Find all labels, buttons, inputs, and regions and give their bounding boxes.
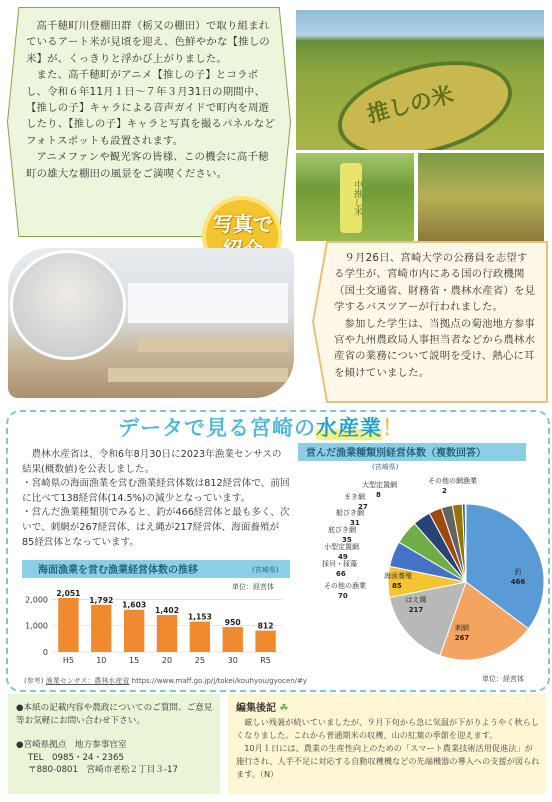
pie-slice-value: 49 [338, 553, 348, 561]
terrace-photo [418, 153, 544, 241]
pie-slice-value: 466 [510, 578, 526, 586]
pie-label [362, 480, 397, 499]
rice-art-photo [296, 10, 544, 150]
bar-value-label: 1,603 [122, 600, 147, 610]
pie-slice-value: 35 [342, 536, 352, 544]
pie-slice-value: 70 [338, 592, 348, 600]
bar [124, 610, 144, 652]
pie-label [328, 525, 356, 544]
visit-text [334, 250, 538, 381]
visit-paragraph-2: 参加した学生は、当拠点の菊池地方参事官や九州農政局人事担当者などから農林水産省の業務について説明を受け、熱心に耳を傾けていました。 [334, 317, 536, 379]
bar-value-label: 812 [257, 621, 274, 631]
y-tick-label: 2,000 [25, 595, 48, 605]
pie-slice-name: 大型定置網 [362, 481, 397, 489]
pie-slice-name: その他の漁業 [324, 582, 366, 590]
contact-note: ●本紙の記載内容や農政についてのご質問、ご意見等お気軽にお問い合わせ下さい。 [16, 703, 213, 726]
pie-slice-value: 27 [358, 503, 368, 511]
pie-chart-note: (宮崎県) [372, 463, 399, 471]
data-paragraph-2: ・宮崎県の海面漁業を営む漁業経営体数は812経営体で、前回に比べて138経営体(14.5%)の減少となっています。 [22, 478, 290, 504]
data-paragraph-1: 農林水産省は、令和6年8月30日に2023年漁業センサスの結果(概数値)を公表しました。 [22, 449, 282, 475]
bar-value-label: 2,051 [56, 590, 81, 598]
pie-label [324, 581, 366, 600]
bar-value-label: 950 [224, 617, 241, 627]
reference-label: (参考) [24, 677, 44, 685]
contact-tel: TEL 0985・24・2365 [28, 752, 124, 763]
afterword-paragraph-2: 10月１日には、農業の生産性向上のための「スマート農業技術活用促進法」が施行され、人手不足に対応する自動収穫機などの先端機器の導入への支援が図られます。（N） [236, 743, 540, 779]
x-tick-label: R5 [260, 656, 271, 665]
reference-source: 漁業センサス：農林水産省 [45, 677, 130, 685]
x-tick-label: 20 [161, 656, 173, 665]
pie-slice-name: 釣 [514, 568, 522, 576]
badge-line-1: 写真で [213, 212, 273, 236]
intro-paragraph-3: アニメファンや観光客の皆様、この機会に高千穂町の雄大な棚田の風景をご満喫ください。 [26, 151, 269, 180]
bar [58, 598, 78, 652]
pie-slice-value: 8 [376, 491, 381, 499]
contact-text [16, 702, 214, 777]
bar-chart-unit: 単位：経営体 [232, 583, 274, 591]
panel-text: 中推し米 [340, 163, 362, 233]
bar-value-label: 1,792 [89, 595, 114, 605]
bar-chart-title: 海面漁業を営む漁業経営体数の推移 [38, 565, 198, 576]
pie-slice-name: 採貝・採藻 [322, 560, 357, 568]
data-title-mark: ！ [382, 416, 404, 440]
reference-line [24, 676, 307, 686]
bar-chart-note: (宮崎県) [252, 566, 279, 574]
y-tick-label: 1,000 [25, 621, 48, 631]
intro-text [26, 18, 276, 182]
pie-slice-value: 66 [336, 570, 346, 578]
data-title-prefix: データで見る宮崎の [118, 416, 316, 440]
x-tick-label: 25 [194, 656, 205, 665]
x-tick-label: 15 [129, 656, 140, 665]
bar-value-label: 1,402 [154, 606, 180, 616]
pie-label [428, 476, 477, 495]
pie-slice-name: 小型定置網 [324, 543, 359, 551]
pie-chart-unit: 単位：経営体 [482, 675, 524, 683]
afterword-paragraph-1: 厳しい残暑が続いていましたが、９月下旬から急に気温が下がりようやく秋らしくなりました。これから普通期米の収穫、山の紅葉の季節を迎えます。 [236, 717, 539, 740]
x-tick-label: 30 [227, 656, 238, 665]
visit-paragraph-1: ９月26日、宮崎大学の公務員を志望する学生が、宮崎市内にある国の行政機関（国土交通省、財務省・農林水産省）を見学するバスツアーが行われました。 [334, 252, 536, 314]
y-tick-label: 0 [42, 648, 48, 657]
pie-label [322, 559, 357, 578]
data-section-title [118, 412, 404, 442]
bar [255, 631, 275, 652]
reference-url[interactable]: https://www.maff.go.jp/j/tokei/kouhyou/gyocen/#y [131, 677, 308, 685]
bar-chart [18, 590, 290, 672]
data-text [22, 448, 290, 550]
data-paragraph-3: ・営んだ漁業種類別でみると、釣が466経営体と最も多く、次いで、刺網が267経営体、はえ縄が217経営体、海面養殖が85経営体となっています。 [22, 507, 290, 548]
bar-value-label: 1,153 [187, 612, 212, 622]
data-title-highlight: 水産業 [316, 416, 382, 440]
pie-slice-value: 85 [392, 582, 402, 590]
afterword-text [236, 716, 540, 781]
contact-address: 〒880-0801 宮崎市老松２丁目３-17 [28, 765, 178, 776]
pie-slice-value: 217 [408, 606, 424, 614]
pie-chart-title: 営んだ漁業種類別経営体数（複数回答） [306, 448, 486, 459]
bar [190, 622, 210, 652]
bar [157, 615, 177, 652]
pie-slice-name: 海面養殖 [384, 572, 412, 580]
intro-paragraph-2: また、高千穂町がアニメ【推しの子】とコラボし、令和６年11月１日～７年３月31日の期間中、【推しの子】キャラによる音声ガイドで町内を周遊したり、【推しの子】キャラと写真を撮るパネルなどフォトスポットも設置されます。 [26, 69, 275, 147]
pie-slice-name: その他の網漁業 [428, 477, 477, 485]
x-tick-label: 10 [96, 656, 107, 665]
afterword-title [236, 699, 288, 714]
plant-icon: ☘ [279, 703, 289, 714]
panel-photo [296, 153, 414, 241]
intro-paragraph-1: 高千穂町川登棚田群（栃又の棚田）で取り組まれているアート米が見頃を迎え、色鮮やかな【推しの米】が、くっきりと浮かび上がりました。 [26, 20, 270, 65]
pie-slice-name: 船びき網 [336, 509, 364, 517]
rice-art-text: 推しの米 [364, 81, 457, 129]
contact-office: ●宮崎県拠点 地方参事官室 [16, 740, 127, 751]
pie-slice-name: 刺網 [455, 624, 469, 632]
pie-slice-value: 267 [454, 634, 470, 642]
bar [223, 627, 243, 652]
afterword-title-text: 編集後記 [236, 703, 276, 714]
pie-slice-name: はえ縄 [405, 596, 427, 604]
classroom-inset-photo [10, 250, 126, 360]
pie-chart [298, 470, 546, 680]
pie-slice-value: 31 [350, 519, 360, 527]
pie-label [324, 542, 359, 561]
pie-slice-name: まき網 [344, 493, 365, 501]
pie-slice-value: 2 [442, 487, 447, 495]
pie-slice-name: 底びき網 [328, 526, 356, 534]
x-tick-label: H5 [62, 656, 74, 665]
bar [91, 605, 111, 652]
